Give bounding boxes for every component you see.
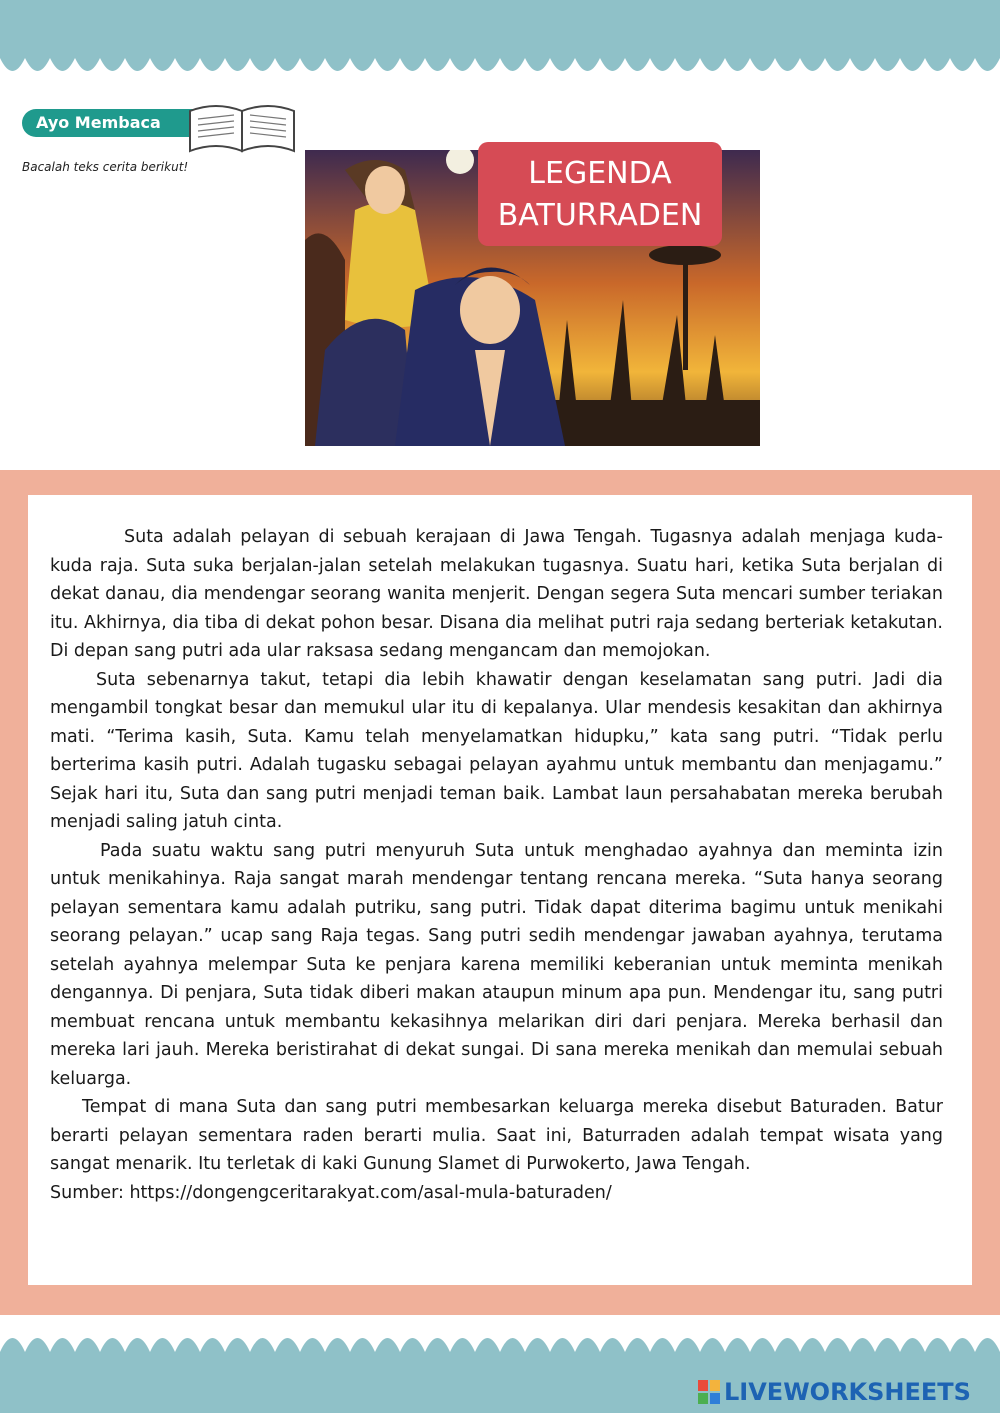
story-title-line-2: BATURRADEN [497, 198, 703, 233]
story-paragraph-1: Suta adalah pelayan di sebuah kerajaan di Jawa Tengah. Tugasnya adalah menjaga kuda-kuda raja. Suta suka berjalan-jalan setelah melakukan tugasnya. Suatu hari, ketika Suta berjalan di dekat danau, dia mendengar seorang wanita menjerit. Dengan segera Suta mencari sumber teriakan itu. Akhirnya, dia tiba di dekat pohon besar. Disana dia melihat putri raja sedang berteriak ketakutan. Di depan sang putri ada ular raksasa sedang mengancam dan memojokan. [50, 527, 943, 661]
reading-instruction: Bacalah teks cerita berikut! [22, 160, 189, 174]
story-paragraph-2: Suta sebenarnya takut, tetapi dia lebih khawatir dengan keselamatan sang putri. Jadi dia mengambil tongkat besar dan memukul ular itu di kepalanya. Ular mendesis kesakitan dan akhirnya mati. “Terima kasih, Suta. Kamu telah menyelamatkan hidupku,” kata sang putri. “Tidak perlu berterima kasih putri. Adalah tugasku sebagai pelayan ayahmu untuk membantu dan menjagamu.” Sejak hari itu, Suta dan sang putri menjadi teman baik. Lambat laun persahabatan mereka berubah menjadi saling jatuh cinta. [50, 669, 943, 832]
story-title-banner [478, 142, 722, 246]
story-paragraph-4: Tempat di mana Suta dan sang putri membesarkan keluarga mereka disebut Baturaden. Batur berarti pelayan sementara raden berarti mulia. Saat ini, Baturraden adalah tempat wisata yang sangat menarik. Itu terletak di kaki Gunung Slamet di Purwokerto, Jawa Tengah. [50, 1097, 943, 1174]
story-frame [0, 470, 1000, 1315]
section-label [22, 95, 282, 155]
story-source: Sumber: https://dongengceritarakyat.com/asal-mula-baturaden/ [50, 1182, 612, 1203]
story-paragraph-3: Pada suatu waktu sang putri menyuruh Suta untuk menghadao ayahnya dan meminta izin untuk menikahinya. Raja sangat marah mendengar tentang rencana mereka. “Suta hanya seorang pelayan sementara kamu adalah putriku, sang putri. Tidak dapat diterima bagimu untuk menikahi seorang pelayan.” ucap sang Raja tegas. Sang putri sedih mendengar jawaban ayahnya, terutama setelah ayahnya melempar Suta ke penjara karena memiliki keberanian untuk meminta menikah dengannya. Di penjara, Suta tidak diberi makan ataupun minum apa pun. Mendengar itu, sang putri membuat rencana untuk membantu kekasihnya melarikan diri dari penjara. Mereka berhasil dan mereka lari jauh. Mereka beristirahat di dekat sungai. Di sana mereka menikah dan memulai sebuah keluarga. [50, 840, 943, 1089]
top-wave-border [0, 0, 1000, 90]
story-text [50, 523, 943, 1207]
liveworksheets-logo-icon [698, 1380, 720, 1404]
open-book-icon [182, 95, 302, 155]
liveworksheets-logo-text: LIVEWORKSHEETS [724, 1378, 971, 1406]
section-label-text: Ayo Membaca [36, 113, 161, 132]
story-panel [28, 495, 972, 1285]
story-title-line-1: LEGENDA [528, 156, 672, 191]
